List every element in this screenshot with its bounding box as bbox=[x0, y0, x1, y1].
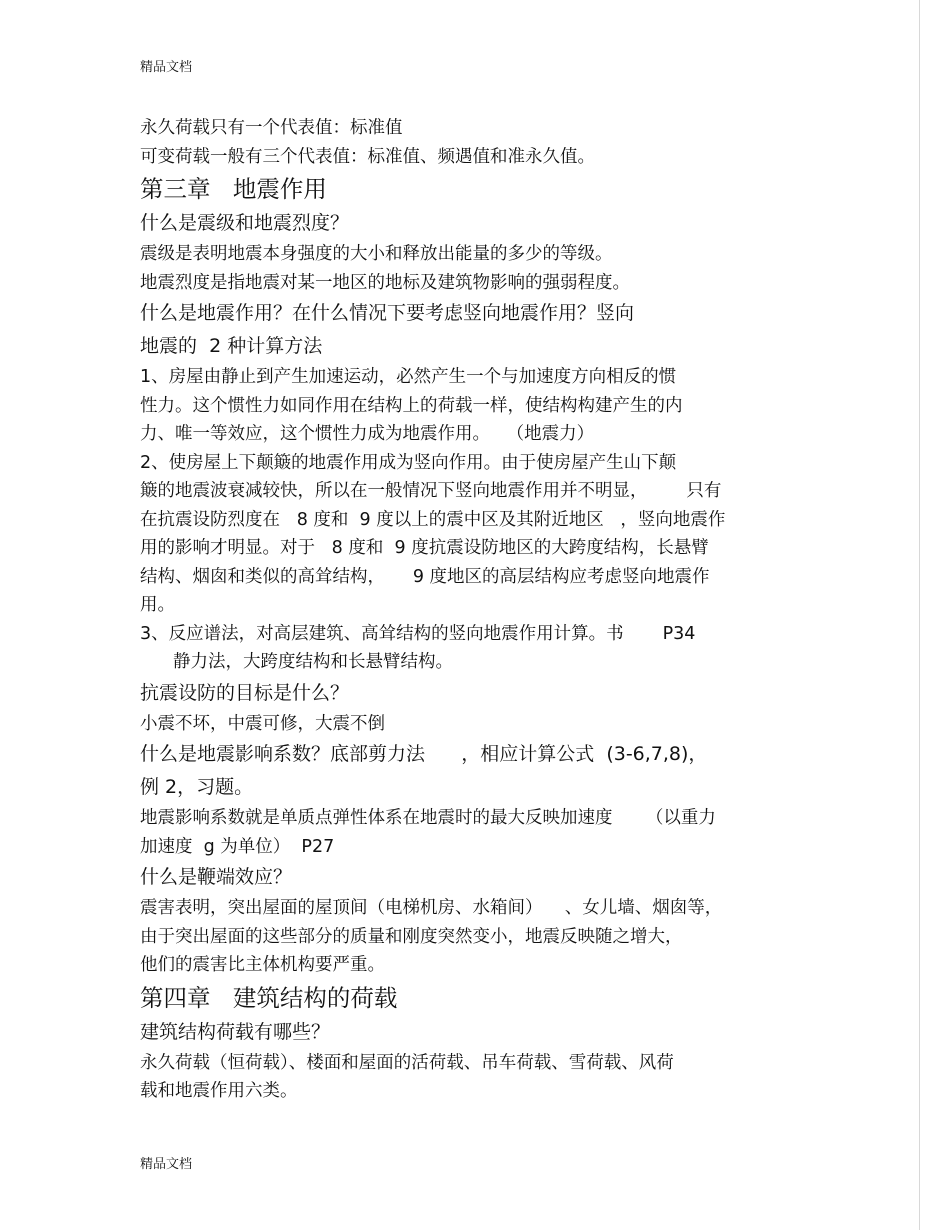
page-edge-divider bbox=[919, 0, 920, 1230]
text-line: 簸的地震波衰减较快，所以在一般情况下竖向地震作用并不明显， 只有 bbox=[140, 481, 722, 501]
question-heading: 什么是地震影响系数？底部剪力法 ，相应计算公式 (3-6,7,8)， bbox=[140, 743, 708, 765]
text-line: 结构、烟囱和类似的高耸结构， 9 度地区的高层结构应考虑竖向地震作 bbox=[140, 566, 710, 587]
question-heading: 建筑结构荷载有哪些？ bbox=[140, 1020, 331, 1043]
text-line: 2、使房屋上下颠簸的地震作用成为竖向作用。由于使房屋产生山下颠 bbox=[140, 452, 677, 473]
text-line: 他们的震害比主体机构要严重。 bbox=[140, 955, 385, 975]
text-line: 由于突出屋面的这些部分的质量和刚度突然变小，地震反映随之增大， bbox=[140, 926, 683, 947]
text-line: 用的影响才明显。对于 8 度和 9 度抗震设防地区的大跨度结构，长悬臂 bbox=[140, 538, 709, 558]
text-line: 3、反应谱法，对高层建筑、高耸结构的竖向地震作用计算。书 P34 bbox=[140, 623, 696, 644]
text-line: 力、唯一等效应，这个惯性力成为地震作用。 （地震力） bbox=[140, 424, 595, 444]
text-line: 小震不坏，中震可修，大震不倒 bbox=[140, 713, 385, 734]
text-line: 性力。这个惯性力如同作用在结构上的荷载一样，使结构构建产生的内 bbox=[140, 395, 683, 416]
question-heading: 什么是鞭端效应？ bbox=[140, 866, 293, 888]
chapter-heading: 第三章 地震作用 bbox=[140, 175, 327, 203]
text-line: 1、房屋由静止到产生加速运动，必然产生一个与加速度方向相反的惯 bbox=[140, 367, 677, 387]
question-heading: 例 2，习题。 bbox=[140, 776, 254, 798]
text-line: 震害表明，突出屋面的屋顶间（电梯机房、水箱间） 、女儿墙、烟囱等， bbox=[140, 898, 723, 918]
text-line: 永久荷载只有一个代表值：标准值 bbox=[140, 118, 403, 138]
text-line: 可变荷载一般有三个代表值：标准值、频遇值和准永久值。 bbox=[140, 146, 595, 167]
text-line: 载和地震作用六类。 bbox=[140, 1081, 298, 1101]
text-line: 震级是表明地震本身强度的大小和释放出能量的多少的等级。 bbox=[140, 244, 613, 264]
question-heading: 地震的 2 种计算方法 bbox=[140, 335, 323, 357]
text-line: 永久荷载（恒荷载）、楼面和屋面的活荷载、吊车荷载、雪荷载、风荷 bbox=[140, 1052, 674, 1073]
text-line: 加速度 g 为单位） P27 bbox=[140, 836, 335, 857]
text-line: 在抗震设防烈度在 8 度和 9 度以上的震中区及其附近地区 ，竖向地震作 bbox=[140, 509, 726, 530]
chapter-heading: 第四章 建筑结构的荷载 bbox=[140, 983, 398, 1012]
page-header: 精品文档 bbox=[140, 60, 193, 75]
text-line: 用。 bbox=[140, 595, 175, 615]
question-heading: 什么是地震作用？在什么情况下要考虑竖向地震作用？竖向 bbox=[140, 302, 635, 324]
document-body bbox=[140, 114, 810, 1106]
text-line: 地震影响系数就是单质点弹性体系在地震时的最大反映加速度 （以重力 bbox=[140, 808, 716, 828]
page-footer: 精品文档 bbox=[140, 1157, 193, 1172]
question-heading: 什么是震级和地震烈度？ bbox=[140, 212, 350, 234]
question-heading: 抗震设防的目标是什么？ bbox=[140, 681, 350, 704]
text-line: 地震烈度是指地震对某一地区的地标及建筑物影响的强弱程度。 bbox=[140, 272, 630, 293]
text-line: 静力法，大跨度结构和长悬臂结构。 bbox=[173, 652, 453, 672]
